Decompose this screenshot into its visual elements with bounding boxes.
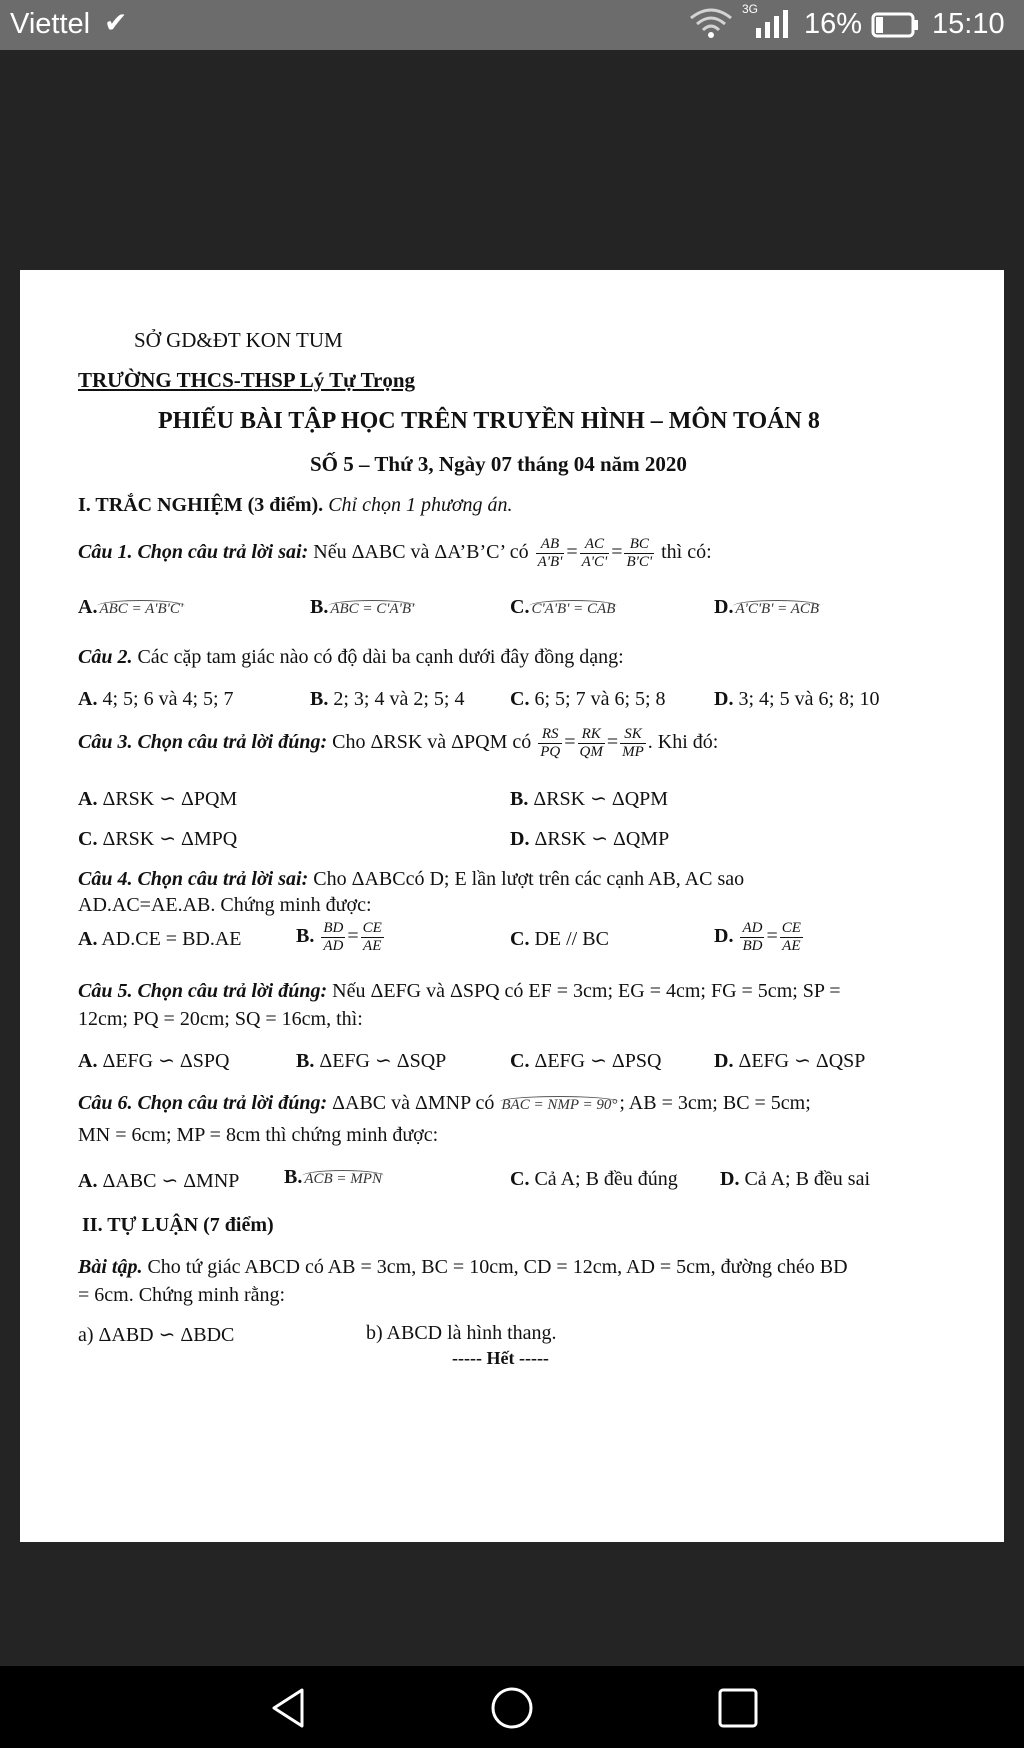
network-type: 3G [742,2,759,16]
question-4: Câu 4. Chọn câu trả lời sai: Cho ΔABCcó D; E lần lượt trên các cạnh AB, AC sao [78,868,745,890]
navigation-bar [0,1666,1024,1748]
q2-option-b[interactable]: B. 2; 3; 4 và 2; 5; 4 [310,688,465,710]
clock: 15:10 [932,8,1005,40]
question-1: Câu 1. Chọn câu trả lời sai: Nếu ΔABC và ΔA’B’C’ có $\frac{AB}{A'B'}$ = $\frac{AC}{A'C'}$ = $\frac{BC}{B'C'}$ thì có: [78,536,712,570]
part2-heading: II. TỰ LUẬN (7 điểm) [82,1214,274,1236]
q4-option-b[interactable]: B. $\frac{BD}{AD}$ = $\frac{CE}{AE}$ [296,920,382,954]
exercise: Bài tập. Cho tứ giác ABCD có AB = 3cm, BC = 10cm, CD = 12cm, AD = 5cm, đường chéo BD [78,1256,848,1278]
battery-icon [871,12,921,38]
q1-option-d[interactable]: D. A'C'B' = ACB [714,596,820,618]
question-5: Câu 5. Chọn câu trả lời đúng: Nếu ΔEFG và ΔSPQ có EF = 3cm; EG = 4cm; FG = 5cm; SP = [78,980,841,1002]
q6-option-b[interactable]: B. ACB = MPN [284,1166,382,1188]
question-2: Câu 2. Các cặp tam giác nào có độ dài ba cạnh dưới đây đồng dạng: [78,646,624,668]
recents-icon[interactable] [716,1686,760,1730]
q1-option-c[interactable]: C. C'A'B' = CAB [510,596,616,618]
q1-option-a[interactable]: A. ABC = A'B'C' [78,596,184,618]
page-title: PHIẾU BÀI TẬP HỌC TRÊN TRUYỀN HÌNH – MÔN TOÁN 8 [158,408,820,434]
question-3: Câu 3. Chọn câu trả lời đúng: Cho ΔRSK và ΔPQM có $\frac{RS}{PQ}$ = $\frac{RK}{QM}$ = $\frac{SK}{MP}$ . Khi đó: [78,726,719,760]
question-4-cont: AD.AC=AE.AB. Chứng minh được: [78,894,372,916]
q6-option-d[interactable]: D. Cả A; B đều sai [720,1168,870,1190]
page-subtitle: SỐ 5 – Thứ 3, Ngày 07 tháng 04 năm 2020 [310,452,687,476]
worksheet-page[interactable] [20,270,1004,1542]
q3-option-b[interactable]: B. ΔRSK ∽ ΔQPM [510,788,669,810]
wifi-icon [688,6,734,40]
q1-option-b[interactable]: B. ABC = C'A'B' [310,596,415,618]
question-5-cont: 12cm; PQ = 20cm; SQ = 16cm, thì: [78,1008,363,1030]
part1-heading: I. TRẮC NGHIỆM (3 điểm). Chỉ chọn 1 phương án. [78,494,513,516]
q2-option-a[interactable]: A. 4; 5; 6 và 4; 5; 7 [78,688,234,710]
org-name: SỞ GD&ĐT KON TUM [134,328,343,352]
q2-option-d[interactable]: D. 3; 4; 5 và 6; 8; 10 [714,688,880,710]
q3-option-c[interactable]: C. ΔRSK ∽ ΔMPQ [78,828,238,850]
home-icon[interactable] [490,1686,534,1730]
q3-option-d[interactable]: D. ΔRSK ∽ ΔQMP [510,828,670,850]
carrier-name: Viettel [10,8,91,40]
q5-option-a[interactable]: A. ΔEFG ∽ ΔSPQ [78,1050,230,1072]
signal-icon [754,10,794,38]
q5-option-b[interactable]: B. ΔEFG ∽ ΔSQP [296,1050,447,1072]
q6-option-c[interactable]: C. Cả A; B đều đúng [510,1168,678,1190]
exercise-part-a: a) ΔABD ∽ ΔBDC [78,1324,235,1346]
q4-option-a[interactable]: A. AD.CE = BD.AE [78,928,242,950]
status-bar [0,0,1024,50]
battery-percent: 16% [804,8,863,40]
q4-option-c[interactable]: C. DE // BC [510,928,609,950]
school-name: TRƯỜNG THCS-THSP Lý Tự Trọng [78,368,416,392]
exercise-part-b: b) ABCD là hình thang. [366,1322,557,1344]
end-marker: ----- Hết ----- [452,1348,549,1368]
q3-option-a[interactable]: A. ΔRSK ∽ ΔPQM [78,788,238,810]
check-icon: ✔ [104,7,128,38]
back-icon[interactable] [266,1686,310,1730]
q4-option-d[interactable]: D. $\frac{AD}{BD}$ = $\frac{CE}{AE}$ [714,920,801,954]
q5-option-d[interactable]: D. ΔEFG ∽ ΔQSP [714,1050,866,1072]
question-6-cont: MN = 6cm; MP = 8cm thì chứng minh được: [78,1124,439,1146]
q6-option-a[interactable]: A. ΔABC ∽ ΔMNP [78,1170,240,1192]
q2-option-c[interactable]: C. 6; 5; 7 và 6; 5; 8 [510,688,666,710]
question-6: Câu 6. Chọn câu trả lời đúng: ΔABC và ΔMNP có BAC = NMP = 90° ; AB = 3cm; BC = 5cm; [78,1092,811,1114]
q5-option-c[interactable]: C. ΔEFG ∽ ΔPSQ [510,1050,662,1072]
exercise-cont: = 6cm. Chứng minh rằng: [78,1284,286,1306]
